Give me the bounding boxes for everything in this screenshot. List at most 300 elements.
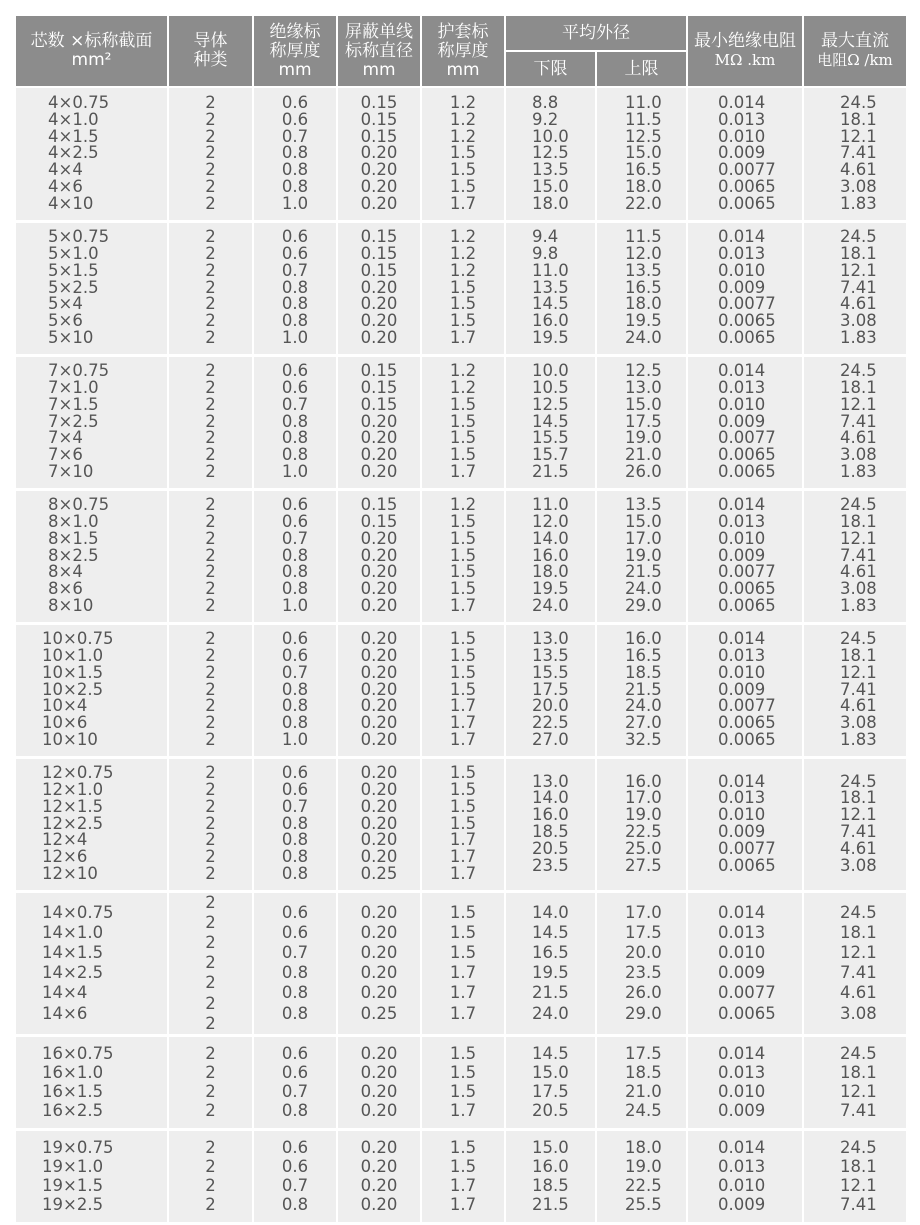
cell-value: 15.5	[532, 662, 569, 682]
cell-value: 4×2.5	[48, 143, 99, 163]
cell-sheath-thickness	[421, 757, 505, 891]
cell-value: 14.5	[532, 411, 569, 431]
cell-value: 0.8	[281, 294, 309, 314]
cell-value: 12.5	[532, 143, 569, 163]
cell-od-lower	[505, 1129, 596, 1223]
cell-value: 2	[205, 912, 216, 932]
header-insulation-unit: mm	[278, 59, 312, 80]
cell-value: 0.8	[281, 963, 309, 983]
cell-insulation-thickness	[253, 221, 337, 355]
header-shield-line2: 标称直径	[345, 40, 413, 61]
cell-value: 12.1	[840, 1082, 877, 1102]
cell-value: 0.6	[281, 92, 309, 112]
cell-value: 0.20	[360, 729, 398, 749]
cell-value: 14.0	[532, 788, 569, 808]
cell-value: 1.83	[840, 327, 877, 347]
cell-value: 24.5	[840, 92, 877, 112]
header-dc-unit: 电阻Ω /km	[817, 51, 893, 69]
cell-value: 18.1	[840, 646, 877, 665]
cell-value: 20.0	[625, 943, 662, 962]
cell-value: 1.7	[449, 1101, 477, 1121]
cell-value: 0.013	[718, 109, 766, 129]
cell-value: 11.5	[625, 109, 662, 129]
cell-value: 0.014	[718, 227, 766, 247]
cell-value: 0.20	[360, 294, 398, 314]
cell-value: 5×1.5	[48, 260, 99, 280]
cell-value: 0.6	[281, 1157, 309, 1177]
cell-value: 1.83	[840, 595, 877, 615]
cell-value: 1.5	[449, 629, 477, 649]
cell-sheath-thickness	[421, 1035, 505, 1129]
cell-value: 0.010	[718, 126, 766, 146]
cell-value: 2	[205, 1195, 216, 1215]
cell-value: 22.5	[625, 822, 662, 841]
cell-value: 0.8	[281, 713, 309, 733]
cell-value: 5×4	[48, 294, 83, 314]
cell-value: 0.20	[360, 780, 398, 799]
cell-min-insulation-resistance	[687, 355, 803, 489]
cell-value: 2	[205, 1176, 216, 1196]
cell-value: 2	[205, 143, 216, 163]
cell-value: 19×2.5	[42, 1195, 104, 1215]
cell-value: 24.5	[840, 629, 877, 649]
cell-value: 24.0	[532, 595, 569, 615]
cell-shield-wire-diameter	[337, 87, 421, 221]
cell-value: 15.0	[532, 1063, 569, 1083]
cell-value: 2	[205, 892, 216, 912]
cell-value: 0.009	[718, 822, 766, 841]
cell-value: 12×4	[42, 830, 88, 850]
header-outer-diameter: 平均外径	[505, 15, 687, 51]
cell-value: 16.0	[532, 805, 569, 825]
cell-value: 0.20	[360, 579, 398, 599]
cell-value: 2	[205, 1101, 216, 1121]
cell-value: 0.15	[360, 126, 398, 146]
header-sheath-line1: 护套标	[437, 21, 489, 42]
cell-value: 25.0	[625, 838, 662, 858]
cell-value: 0.013	[718, 1063, 766, 1083]
cell-value: 2	[205, 953, 216, 973]
cell-value: 7×1.5	[48, 394, 99, 414]
cell-value: 18.0	[625, 176, 662, 196]
cell-value: 0.6	[281, 922, 309, 942]
cell-value: 0.6	[281, 361, 309, 381]
cell-value: 24.5	[840, 495, 877, 515]
cell-value: 1.7	[449, 983, 477, 1003]
cell-od-upper	[596, 891, 687, 1035]
cell-value: 12.0	[532, 512, 569, 531]
cell-value: 7.41	[840, 411, 877, 431]
cell-value: 3.08	[840, 445, 877, 465]
cell-value: 0.20	[360, 277, 398, 297]
cell-value: 1.2	[449, 495, 477, 515]
cell-value: 19×1.0	[42, 1157, 104, 1177]
cell-value: 0.7	[281, 662, 309, 682]
cell-value: 0.8	[281, 428, 309, 448]
cell-value: 0.20	[360, 1176, 398, 1196]
cell-value: 2	[205, 562, 216, 582]
cell-value: 0.0077	[718, 160, 776, 180]
cell-value: 1.5	[449, 813, 477, 833]
cell-value: 21.5	[532, 1195, 569, 1215]
cell-value: 24.5	[840, 361, 877, 381]
cell-value: 26.0	[625, 983, 662, 1003]
cell-value: 5×2.5	[48, 277, 99, 297]
cell-value: 10×1.5	[42, 662, 104, 682]
cell-value: 0.7	[281, 260, 309, 280]
cell-value: 0.20	[360, 1157, 398, 1177]
cell-value: 16×1.5	[42, 1082, 104, 1102]
cell-value: 7×0.75	[48, 361, 110, 381]
cell-value: 14×1.0	[42, 922, 104, 942]
table-header	[15, 15, 907, 87]
cell-value: 1.5	[449, 311, 477, 331]
cell-value: 0.25	[360, 1003, 398, 1023]
cell-value: 0.20	[360, 847, 398, 867]
cell-value: 21.0	[625, 445, 662, 465]
cell-value: 2	[205, 679, 216, 699]
cell-value: 2	[205, 847, 216, 867]
cell-value: 15.0	[532, 176, 569, 196]
cell-value: 7×6	[48, 445, 83, 465]
cell-insulation-thickness	[253, 355, 337, 489]
cell-value: 0.20	[360, 327, 398, 347]
cell-value: 2	[205, 109, 216, 129]
cell-value: 1.5	[449, 796, 477, 816]
cell-value: 12.0	[625, 244, 662, 263]
cell-value: 13.0	[532, 629, 569, 649]
cell-value: 1.7	[449, 863, 477, 883]
cell-value: 12.5	[625, 126, 662, 146]
table-row	[15, 891, 907, 1035]
cell-value: 0.20	[360, 662, 398, 682]
cell-value: 3.08	[840, 713, 877, 733]
cell-value: 15.0	[532, 1138, 569, 1158]
cell-value: 0.009	[718, 679, 766, 699]
header-resistance	[687, 15, 803, 87]
cell-value: 7×1.0	[48, 378, 99, 397]
cell-value: 0.8	[281, 696, 309, 716]
cell-value: 16.0	[532, 1157, 569, 1177]
cell-value: 14.5	[532, 294, 569, 314]
cell-value: 0.20	[360, 193, 398, 213]
cell-value: 4.61	[840, 696, 877, 716]
cell-value: 1.5	[449, 579, 477, 599]
cell-value: 0.009	[718, 1101, 766, 1121]
cell-value: 0.20	[360, 1101, 398, 1121]
cell-value: 16.0	[532, 545, 569, 565]
cell-value: 14×0.75	[42, 902, 114, 922]
cell-value: 2	[205, 176, 216, 196]
cell-value: 12×1.0	[42, 780, 104, 799]
cell-value: 0.20	[360, 813, 398, 833]
cell-value: 2	[205, 696, 216, 716]
cell-max-dc-resistance	[803, 87, 907, 221]
cell-value: 0.0065	[718, 461, 776, 481]
cell-value: 13.0	[625, 378, 662, 397]
cell-value: 2	[205, 932, 216, 952]
cell-value: 10.0	[532, 126, 569, 146]
cell-value: 2	[205, 813, 216, 833]
cell-value: 17.5	[532, 1082, 569, 1102]
cell-value: 21.0	[625, 1082, 662, 1102]
cell-value: 0.0065	[718, 579, 776, 599]
cell-value: 2	[205, 361, 216, 381]
cell-value: 14.0	[532, 902, 569, 922]
cell-value: 1.7	[449, 696, 477, 716]
cell-value: 11.0	[532, 260, 569, 280]
cell-value: 19.5	[532, 963, 569, 983]
cell-value: 2	[205, 126, 216, 146]
cell-value: 4.61	[840, 983, 877, 1003]
cell-value: 15.5	[532, 428, 569, 448]
cell-value: 21.5	[625, 562, 662, 582]
cell-value: 12.1	[840, 528, 877, 548]
cell-value: 23.5	[532, 855, 569, 875]
cell-value: 1.7	[449, 461, 477, 481]
cell-value: 0.15	[360, 512, 398, 531]
cell-sheath-thickness	[421, 1129, 505, 1223]
cell-value: 14.5	[532, 1044, 569, 1064]
header-insulation-line1: 绝缘标	[269, 21, 321, 42]
cell-value: 2	[205, 662, 216, 682]
cell-value: 1.5	[449, 679, 477, 699]
cell-value: 16.5	[625, 277, 662, 297]
cell-value: 16.5	[532, 943, 569, 962]
cell-value: 13.5	[532, 646, 569, 665]
cell-value: 12.1	[840, 943, 877, 962]
cell-value: 0.010	[718, 662, 766, 682]
cell-value: 19×0.75	[42, 1138, 114, 1158]
cell-value: 2	[205, 260, 216, 280]
cell-value: 13.5	[532, 277, 569, 297]
cell-value: 2	[205, 545, 216, 565]
header-shield-unit: mm	[362, 59, 396, 80]
header-conductor-line1: 导体	[193, 31, 228, 51]
cell-value: 1.2	[449, 92, 477, 112]
cell-value: 7.41	[840, 963, 877, 983]
cell-value: 10×0.75	[42, 629, 114, 649]
cell-value: 0.20	[360, 545, 398, 565]
cell-value: 0.20	[360, 646, 398, 665]
cell-value: 9.2	[532, 109, 559, 129]
cell-value: 22.5	[532, 713, 569, 733]
cell-value: 8×4	[48, 562, 83, 582]
cell-insulation-thickness	[253, 1129, 337, 1223]
cell-value: 1.5	[449, 1157, 477, 1177]
header-insulation-line2: 称厚度	[269, 40, 321, 61]
cell-value: 22.5	[625, 1176, 662, 1196]
cell-value: 20.5	[532, 1101, 569, 1121]
cell-value: 18.1	[840, 244, 877, 263]
cell-value: 0.15	[360, 260, 398, 280]
cell-value: 1.7	[449, 713, 477, 733]
cell-value: 2	[205, 495, 216, 515]
cell-spec	[15, 87, 168, 221]
cell-value: 2	[205, 713, 216, 733]
cell-value: 17.5	[532, 679, 569, 699]
cell-value: 0.15	[360, 378, 398, 397]
cell-value: 0.20	[360, 461, 398, 481]
cell-value: 1.5	[449, 394, 477, 414]
cell-value: 0.20	[360, 595, 398, 615]
cell-value: 1.0	[281, 729, 309, 749]
cell-value: 1.7	[449, 327, 477, 347]
cell-value: 24.0	[532, 1003, 569, 1023]
cell-value: 18.1	[840, 922, 877, 942]
cell-value: 0.8	[281, 445, 309, 465]
cell-spec	[15, 1035, 168, 1129]
cell-value: 17.0	[625, 528, 662, 548]
header-conductor	[168, 15, 253, 87]
cell-value: 22.0	[625, 193, 662, 213]
cell-value: 0.013	[718, 244, 766, 263]
cell-value: 16.0	[625, 629, 662, 649]
cell-value: 12.1	[840, 260, 877, 280]
cell-value: 4×6	[48, 176, 83, 196]
cell-value: 0.013	[718, 646, 766, 665]
cell-sheath-thickness	[421, 489, 505, 623]
cell-value: 10×1.0	[42, 646, 104, 665]
cell-value: 9.8	[532, 244, 559, 263]
cell-value: 2	[205, 579, 216, 599]
cell-value: 1.5	[449, 277, 477, 297]
cell-value: 24.5	[840, 1044, 877, 1064]
cell-value: 13.0	[532, 771, 569, 791]
cell-max-dc-resistance	[803, 891, 907, 1035]
cell-value: 1.0	[281, 461, 309, 481]
cell-value: 0.7	[281, 943, 309, 962]
cell-value: 17.5	[625, 411, 662, 431]
header-sheath	[421, 15, 505, 87]
cell-value: 0.20	[360, 943, 398, 962]
cell-value: 24.5	[840, 902, 877, 922]
cell-value: 11.0	[532, 495, 569, 515]
cell-value: 14.0	[532, 528, 569, 548]
cell-value: 1.5	[449, 294, 477, 314]
cell-value: 2	[205, 863, 216, 883]
cell-value: 13.5	[625, 260, 662, 280]
cell-value: 32.5	[625, 729, 662, 749]
cell-value: 12.1	[840, 805, 877, 825]
cell-value: 1.5	[449, 143, 477, 163]
header-spec	[15, 15, 168, 87]
cell-value: 18.0	[625, 1138, 662, 1158]
cell-value: 0.20	[360, 445, 398, 465]
cell-value: 14×2.5	[42, 963, 104, 983]
cell-value: 8×2.5	[48, 545, 99, 565]
cell-conductor-type	[168, 757, 253, 891]
cell-od-lower	[505, 1035, 596, 1129]
cell-value: 0.20	[360, 763, 398, 783]
table-row	[15, 1129, 907, 1223]
cell-value: 1.5	[449, 902, 477, 922]
cell-value: 1.2	[449, 126, 477, 146]
cell-value: 0.014	[718, 1044, 766, 1064]
cell-value: 4×1.5	[48, 126, 99, 146]
cell-od-upper	[596, 1129, 687, 1223]
cell-value: 3.08	[840, 1003, 877, 1023]
cell-value: 18.0	[532, 193, 569, 213]
cell-value: 10.5	[532, 378, 569, 397]
cell-value: 1.5	[449, 445, 477, 465]
cell-value: 7.41	[840, 679, 877, 699]
cell-value: 0.8	[281, 311, 309, 331]
cell-value: 16.0	[532, 311, 569, 331]
cell-value: 1.0	[281, 595, 309, 615]
cell-value: 14×1.5	[42, 943, 104, 962]
cell-shield-wire-diameter	[337, 221, 421, 355]
table-row	[15, 623, 907, 757]
cell-value: 2	[205, 729, 216, 749]
cell-value: 0.8	[281, 277, 309, 297]
cell-value: 0.20	[360, 1195, 398, 1215]
cell-sheath-thickness	[421, 87, 505, 221]
cell-value: 2	[205, 461, 216, 481]
cell-value: 17.5	[625, 922, 662, 942]
cell-insulation-thickness	[253, 623, 337, 757]
cell-value: 4×1.0	[48, 109, 99, 129]
cell-value: 0.0065	[718, 176, 776, 196]
cell-value: 1.5	[449, 1138, 477, 1158]
cell-value: 3.08	[840, 579, 877, 599]
table-row	[15, 355, 907, 489]
cell-value: 0.0065	[718, 327, 776, 347]
cell-value: 0.20	[360, 1082, 398, 1102]
cell-value: 5×0.75	[48, 227, 110, 247]
cell-spec	[15, 489, 168, 623]
cell-insulation-thickness	[253, 891, 337, 1035]
cell-value: 25.5	[625, 1195, 662, 1215]
cell-value: 7×2.5	[48, 411, 99, 431]
cell-value: 16.5	[625, 160, 662, 180]
cell-od-lower	[505, 757, 596, 891]
cell-value: 1.0	[281, 193, 309, 213]
cell-value: 0.010	[718, 1082, 766, 1102]
cell-value: 0.014	[718, 771, 766, 791]
cell-value: 27.0	[625, 713, 662, 733]
cell-value: 2	[205, 311, 216, 331]
cell-conductor-type	[168, 623, 253, 757]
cell-value: 14×4	[42, 983, 88, 1003]
cell-value: 0.6	[281, 109, 309, 129]
cell-value: 23.5	[625, 963, 662, 983]
cell-value: 0.0065	[718, 713, 776, 733]
cell-value: 5×1.0	[48, 244, 99, 263]
cell-value: 1.5	[449, 662, 477, 682]
cell-value: 2	[205, 92, 216, 112]
cell-value: 12×1.5	[42, 796, 104, 816]
cell-value: 20.5	[532, 838, 569, 858]
cell-value: 0.0077	[718, 838, 776, 858]
cell-value: 0.8	[281, 813, 309, 833]
header-shield	[337, 15, 421, 87]
cell-value: 1.5	[449, 763, 477, 783]
header-shield-line1: 屏蔽单线	[345, 21, 413, 42]
cell-value: 1.5	[449, 545, 477, 565]
cell-value: 21.5	[532, 983, 569, 1003]
cell-value: 5×6	[48, 311, 83, 331]
cell-max-dc-resistance	[803, 355, 907, 489]
cell-value: 0.013	[718, 378, 766, 397]
cell-value: 2	[205, 378, 216, 397]
cell-value: 0.20	[360, 411, 398, 431]
header-resistance-unit: MΩ .km	[714, 51, 776, 69]
cell-value: 0.6	[281, 1063, 309, 1083]
cell-od-lower	[505, 891, 596, 1035]
cell-value: 1.5	[449, 1063, 477, 1083]
cell-value: 2	[205, 512, 216, 531]
